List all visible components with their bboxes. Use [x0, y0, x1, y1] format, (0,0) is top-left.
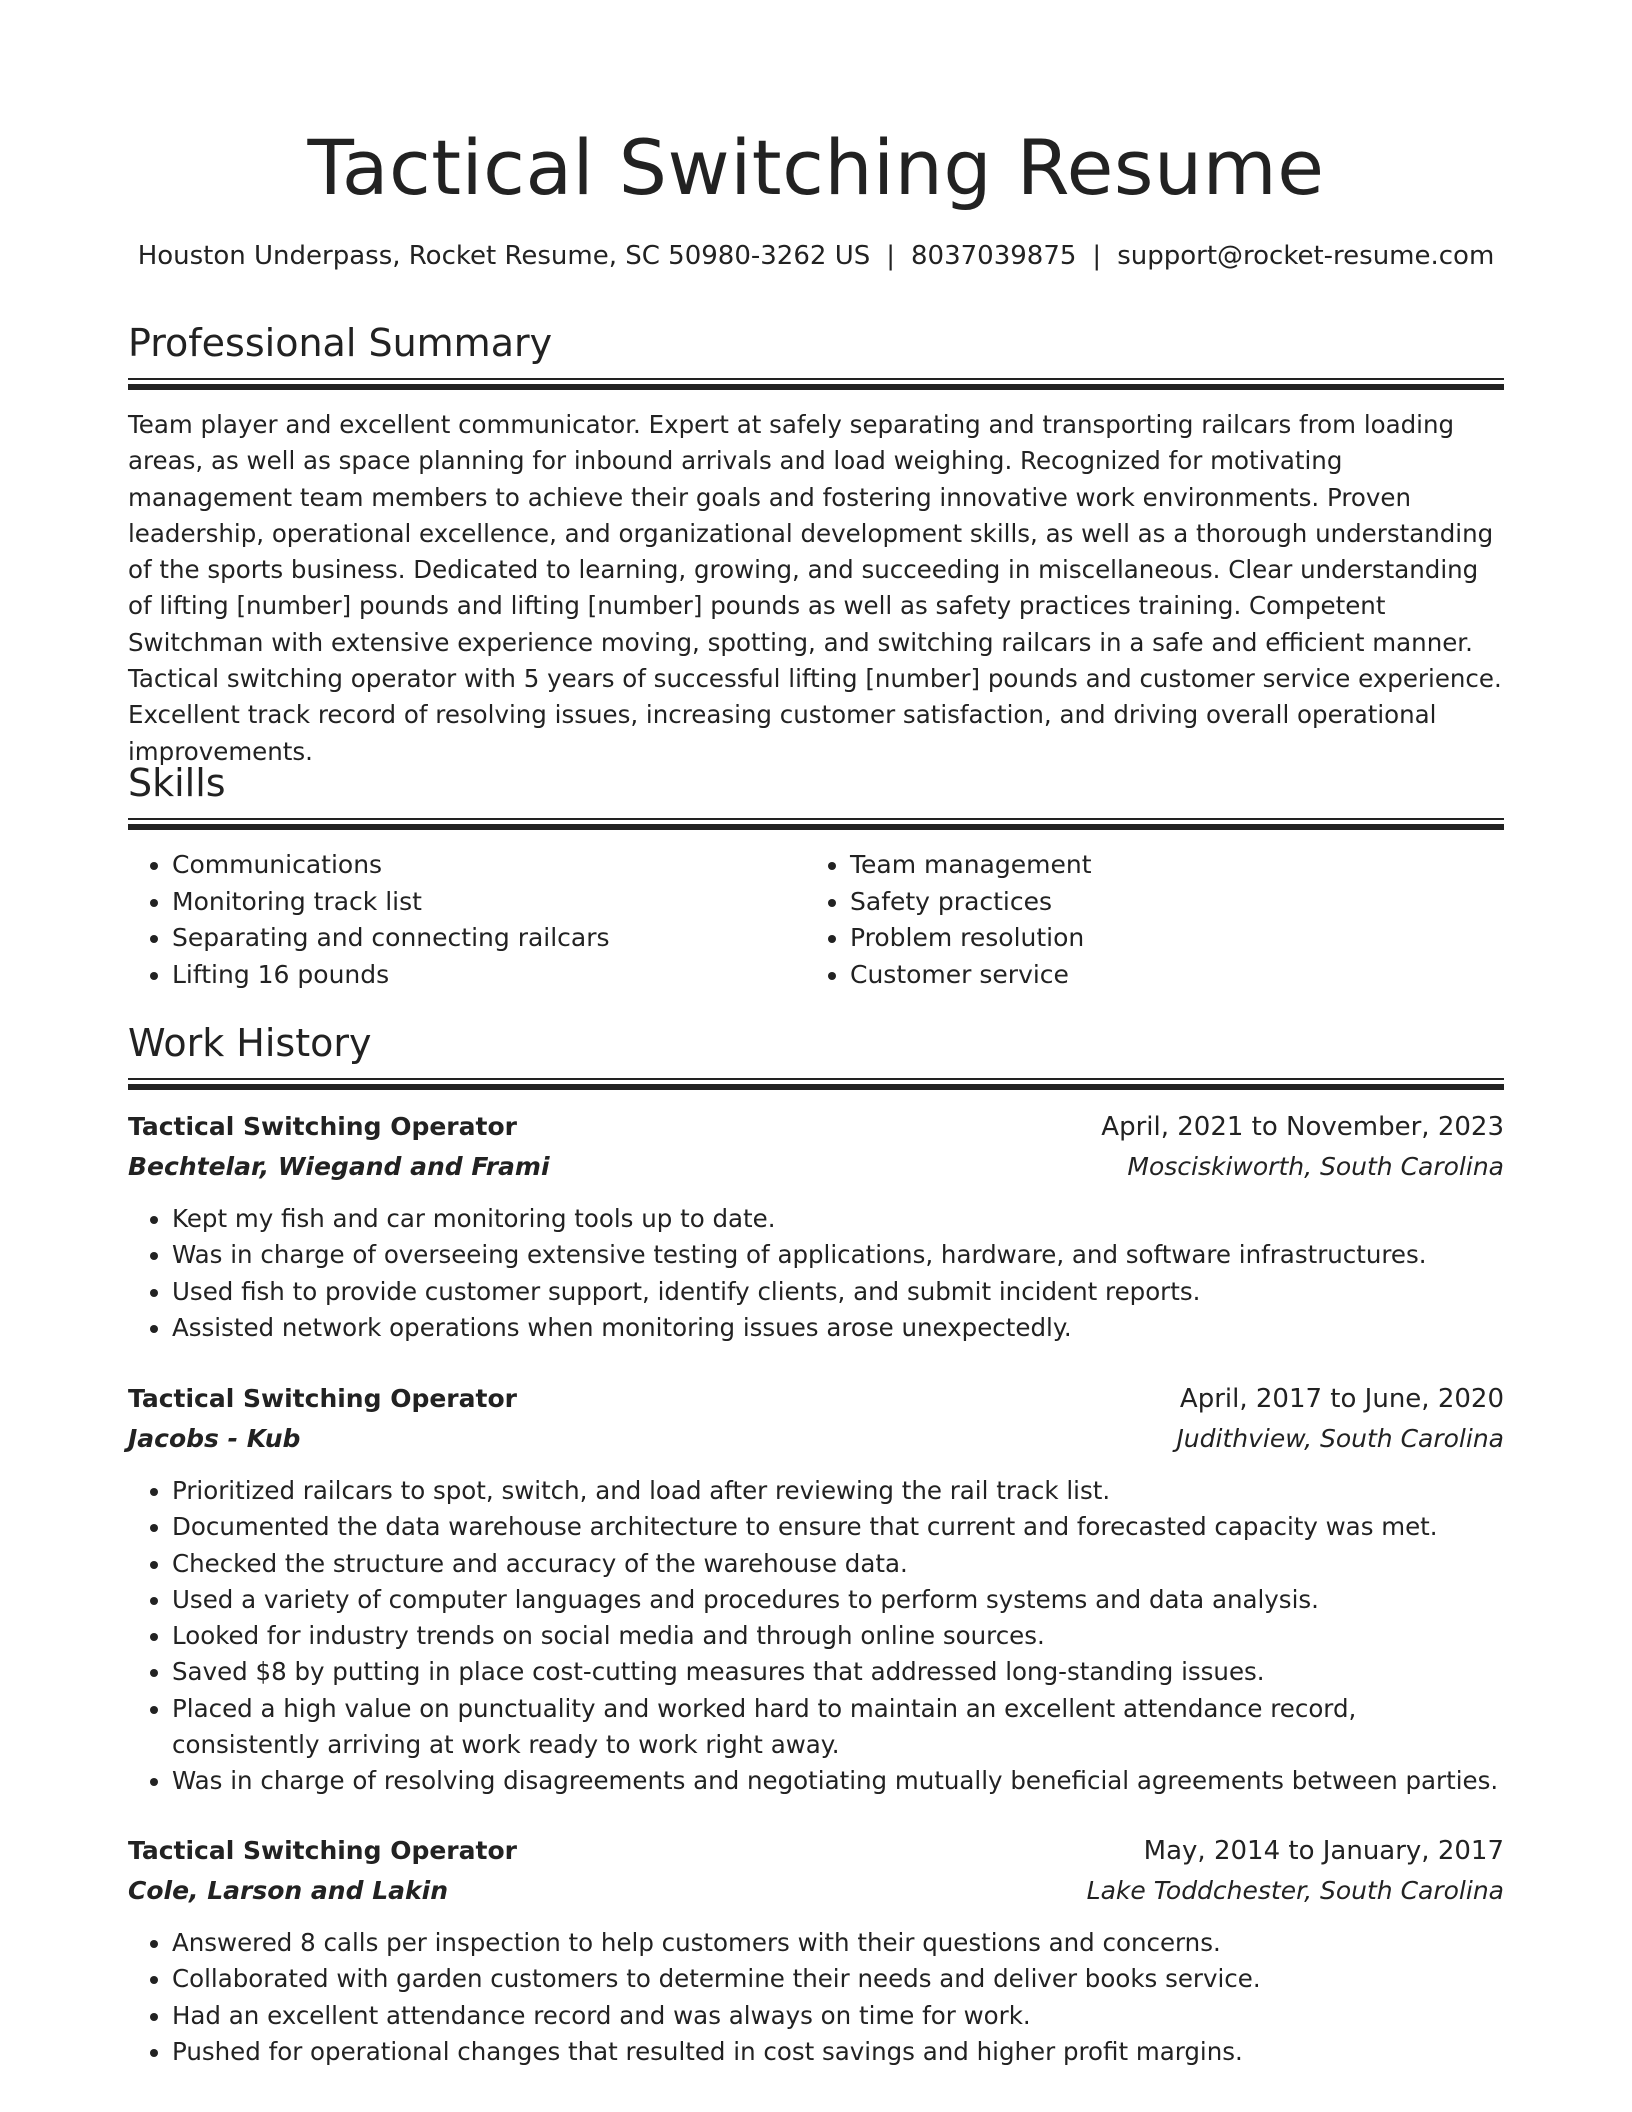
skill-item: • Monitoring track list — [172, 884, 806, 921]
job-role: Tactical Switching Operator — [128, 1384, 517, 1413]
summary-section-header — [128, 318, 1504, 368]
job-bullet: • Kept my fish and car monitoring tools up to date. — [172, 1201, 1504, 1237]
skill-item: • Separating and connecting railcars — [172, 920, 806, 957]
job-role: Tactical Switching Operator — [128, 1836, 517, 1865]
job-bullet: • Pushed for operational changes that resulted in cost savings and higher profit margins. — [172, 2034, 1504, 2070]
work-section-header — [128, 1018, 1504, 1068]
contact-separator: | — [886, 241, 895, 271]
job-bullet: • Prioritized railcars to spot, switch, and load after reviewing the rail track list. — [172, 1473, 1504, 1509]
section-rule-thick — [128, 384, 1504, 390]
job-subheader-row — [128, 1147, 1504, 1186]
skills-section-header — [128, 758, 1504, 808]
skill-item: • Safety practices — [850, 884, 1484, 921]
job-company: Cole, Larson and Lakin — [128, 1876, 448, 1905]
job-bullet: • Used fish to provide customer support, identify clients, and submit incident reports. — [172, 1274, 1504, 1310]
job-entry — [128, 1107, 1504, 1346]
summary-text: Team player and excellent communicator. Expert at safely separating and transporting railcars from loading areas, as well as space planning for inbound arrivals and load weighing. Recognized for motivating management team members to achieve their goals and fostering innovative work environments. Proven leadership, operational excellence, and organizational development skills, as well as a thorough understanding of the sports business. Dedicated to learning, growing, and succeeding in miscellaneous. Clear understanding of lifting [number] pounds and lifting [number] pounds as well as safety practices training. Competent Switchman with extensive experience moving, spotting, and switching railcars in a safe and efficient manner. Tactical switching operator with 5 years of successful lifting [number] pounds and customer service experience. Excellent track record of resolving issues, increasing customer satisfaction, and driving overall operational improvements. — [128, 410, 1502, 766]
skill-item: • Team management — [850, 847, 1484, 884]
job-company: Jacobs - Kub — [128, 1424, 301, 1453]
job-bullets — [128, 1201, 1504, 1346]
job-subheader-row — [128, 1871, 1504, 1910]
skill-item: • Problem resolution — [850, 920, 1484, 957]
summary-heading: Professional Summary — [128, 321, 553, 365]
job-bullet: • Collaborated with garden customers to determine their needs and deliver books service. — [172, 1961, 1504, 1997]
section-rule-thick — [128, 824, 1504, 830]
job-bullet: • Assisted network operations when monitoring issues arose unexpectedly. — [172, 1310, 1504, 1346]
job-bullet: • Looked for industry trends on social media and through online sources. — [172, 1618, 1504, 1654]
job-dates: April, 2017 to June, 2020 — [1179, 1384, 1504, 1414]
section-rule-thin — [128, 1078, 1504, 1080]
job-bullet: • Saved $8 by putting in place cost-cutting measures that addressed long-standing issues. — [172, 1654, 1504, 1690]
section-rule-thin — [128, 378, 1504, 380]
skill-item: • Customer service — [850, 957, 1484, 994]
contact-line — [128, 238, 1504, 274]
contact-address: Houston Underpass, Rocket Resume, SC 50980-3262 US — [137, 241, 871, 271]
job-bullet: • Documented the data warehouse architecture to ensure that current and forecasted capacity was met. — [172, 1509, 1504, 1545]
skills-list — [128, 847, 1504, 993]
work-heading: Work History — [128, 1021, 372, 1065]
job-bullet: • Checked the structure and accuracy of the warehouse data. — [172, 1546, 1504, 1582]
job-subheader-row — [128, 1419, 1504, 1458]
job-company: Bechtelar, Wiegand and Frami — [128, 1152, 550, 1181]
job-bullets — [128, 1925, 1504, 2070]
job-header-row — [128, 1831, 1504, 1871]
job-entry — [128, 1379, 1504, 1800]
skill-item: • Communications — [172, 847, 806, 884]
job-dates: May, 2014 to January, 2017 — [1143, 1836, 1504, 1866]
skills-column-left — [128, 847, 806, 993]
job-bullet: • Was in charge of overseeing extensive testing of applications, hardware, and software infrastructures. — [172, 1237, 1504, 1273]
job-header-row — [128, 1107, 1504, 1147]
section-rule-thin — [128, 818, 1504, 820]
job-location: Judithview, South Carolina — [1176, 1424, 1504, 1453]
job-bullet: • Was in charge of resolving disagreements and negotiating mutually beneficial agreements between parties. — [172, 1763, 1504, 1799]
skills-heading: Skills — [128, 761, 226, 805]
job-location: Mosciskiworth, South Carolina — [1127, 1152, 1504, 1181]
resume-title: Tactical Switching Resume — [307, 123, 1325, 212]
contact-email[interactable]: support@rocket-resume.com — [1117, 241, 1495, 271]
job-header-row — [128, 1379, 1504, 1419]
job-bullet: • Placed a high value on punctuality and worked hard to maintain an excellent attendance record, consistently arriving at work ready to work right away. — [172, 1691, 1504, 1764]
skill-item: • Lifting 16 pounds — [172, 957, 806, 994]
contact-separator: | — [1092, 241, 1102, 271]
job-bullet: • Answered 8 calls per inspection to help customers with their questions and concerns. — [172, 1925, 1504, 1961]
skills-column-right — [806, 847, 1484, 993]
job-dates: April, 2021 to November, 2023 — [1101, 1112, 1504, 1142]
job-bullet: • Had an excellent attendance record and was always on time for work. — [172, 1998, 1504, 2034]
job-role: Tactical Switching Operator — [128, 1112, 517, 1141]
contact-phone: 8037039875 — [911, 241, 1077, 271]
job-bullets — [128, 1473, 1504, 1800]
job-location: Lake Toddchester, South Carolina — [1086, 1876, 1504, 1905]
section-rule-thick — [128, 1084, 1504, 1090]
job-bullet: • Used a variety of computer languages and procedures to perform systems and data analysis. — [172, 1582, 1504, 1618]
job-entry — [128, 1831, 1504, 2070]
